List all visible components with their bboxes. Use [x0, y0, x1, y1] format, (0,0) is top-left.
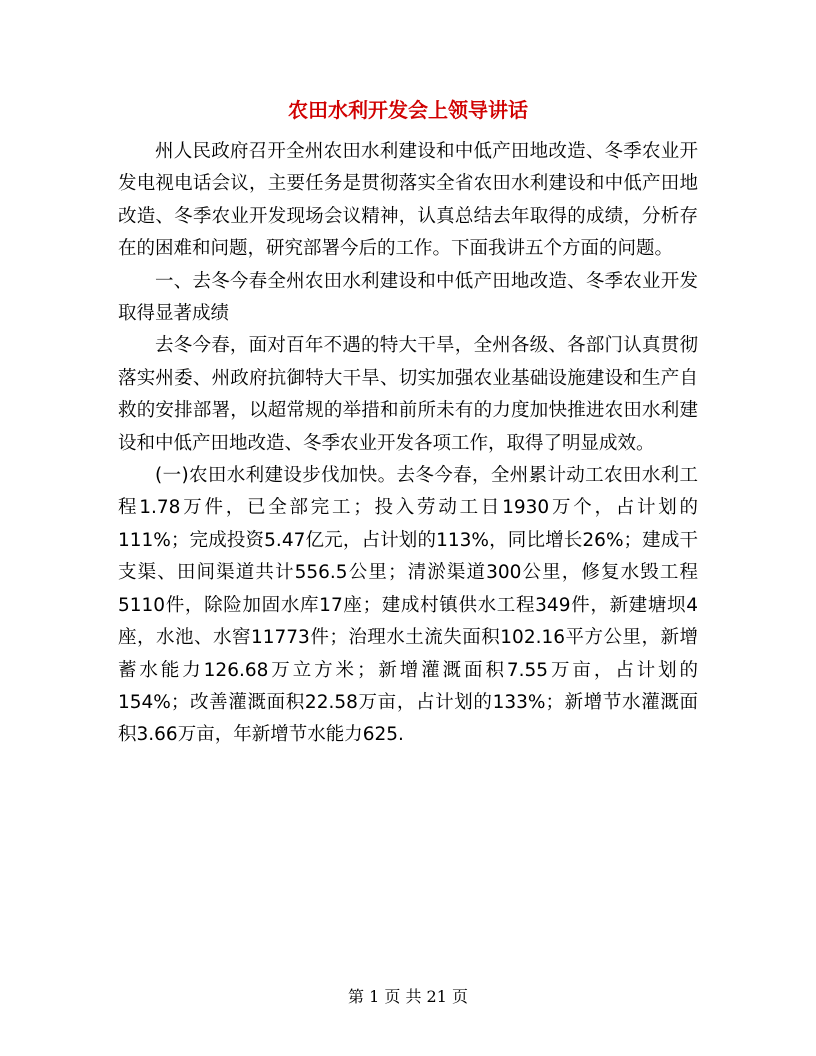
paragraph-intro: 州人民政府召开全州农田水利建设和中低产田地改造、冬季农业开发电视电话会议，主要任务是贯彻落实全省农田水利建设和中低产田地改造、冬季农业开发现场会议精神，认真总结去年取得的成绩，分析存在的困难和问题，研究部署今后的工作。下面我讲五个方面的问题。 [118, 141, 698, 260]
document-body [118, 136, 698, 752]
paragraph-drought-response: 去冬今春，面对百年不遇的特大干旱，全州各级、各部门认真贯彻落实州委、州政府抗御特大干旱、切实加强农业基础设施建设和生产自救的安排部署，以超常规的举措和前所未有的力度加快推进农田水利建设和中低产田地改造、冬季农业开发各项工作，取得了明显成效。 [118, 335, 698, 454]
page-footer: 第 1 页 共 21 页 [348, 987, 468, 1006]
paragraph-section-heading: 一、去冬今春全州农田水利建设和中低产田地改造、冬季农业开发取得显著成绩 [118, 270, 698, 325]
document-title: 农田水利开发会上领导讲话 [288, 98, 528, 122]
paragraph-irrigation-progress: (一)农田水利建设步伐加快。去冬今春，全州累计动工农田水利工程1.78万件，已全部完工；投入劳动工日1930万个，占计划的111%；完成投资5.47亿元，占计划的113%，同比增长26%；建成干支渠、田间渠道共计556.5公里；清淤渠道300公里，修复水毁工程5110件，除险加固水库17座；建成村镇供水工程349件，新建塘坝4座，水池、水窖11773件；治理水土流失面积102.16平方公里，新增蓄水能力126.68万立方米；新增灌溉面积7.55万亩，占计划的154%；改善灌溉面积22.58万亩，占计划的133%；新增节水灌溉面积3.66万亩，年新增节水能力625. [118, 465, 698, 746]
